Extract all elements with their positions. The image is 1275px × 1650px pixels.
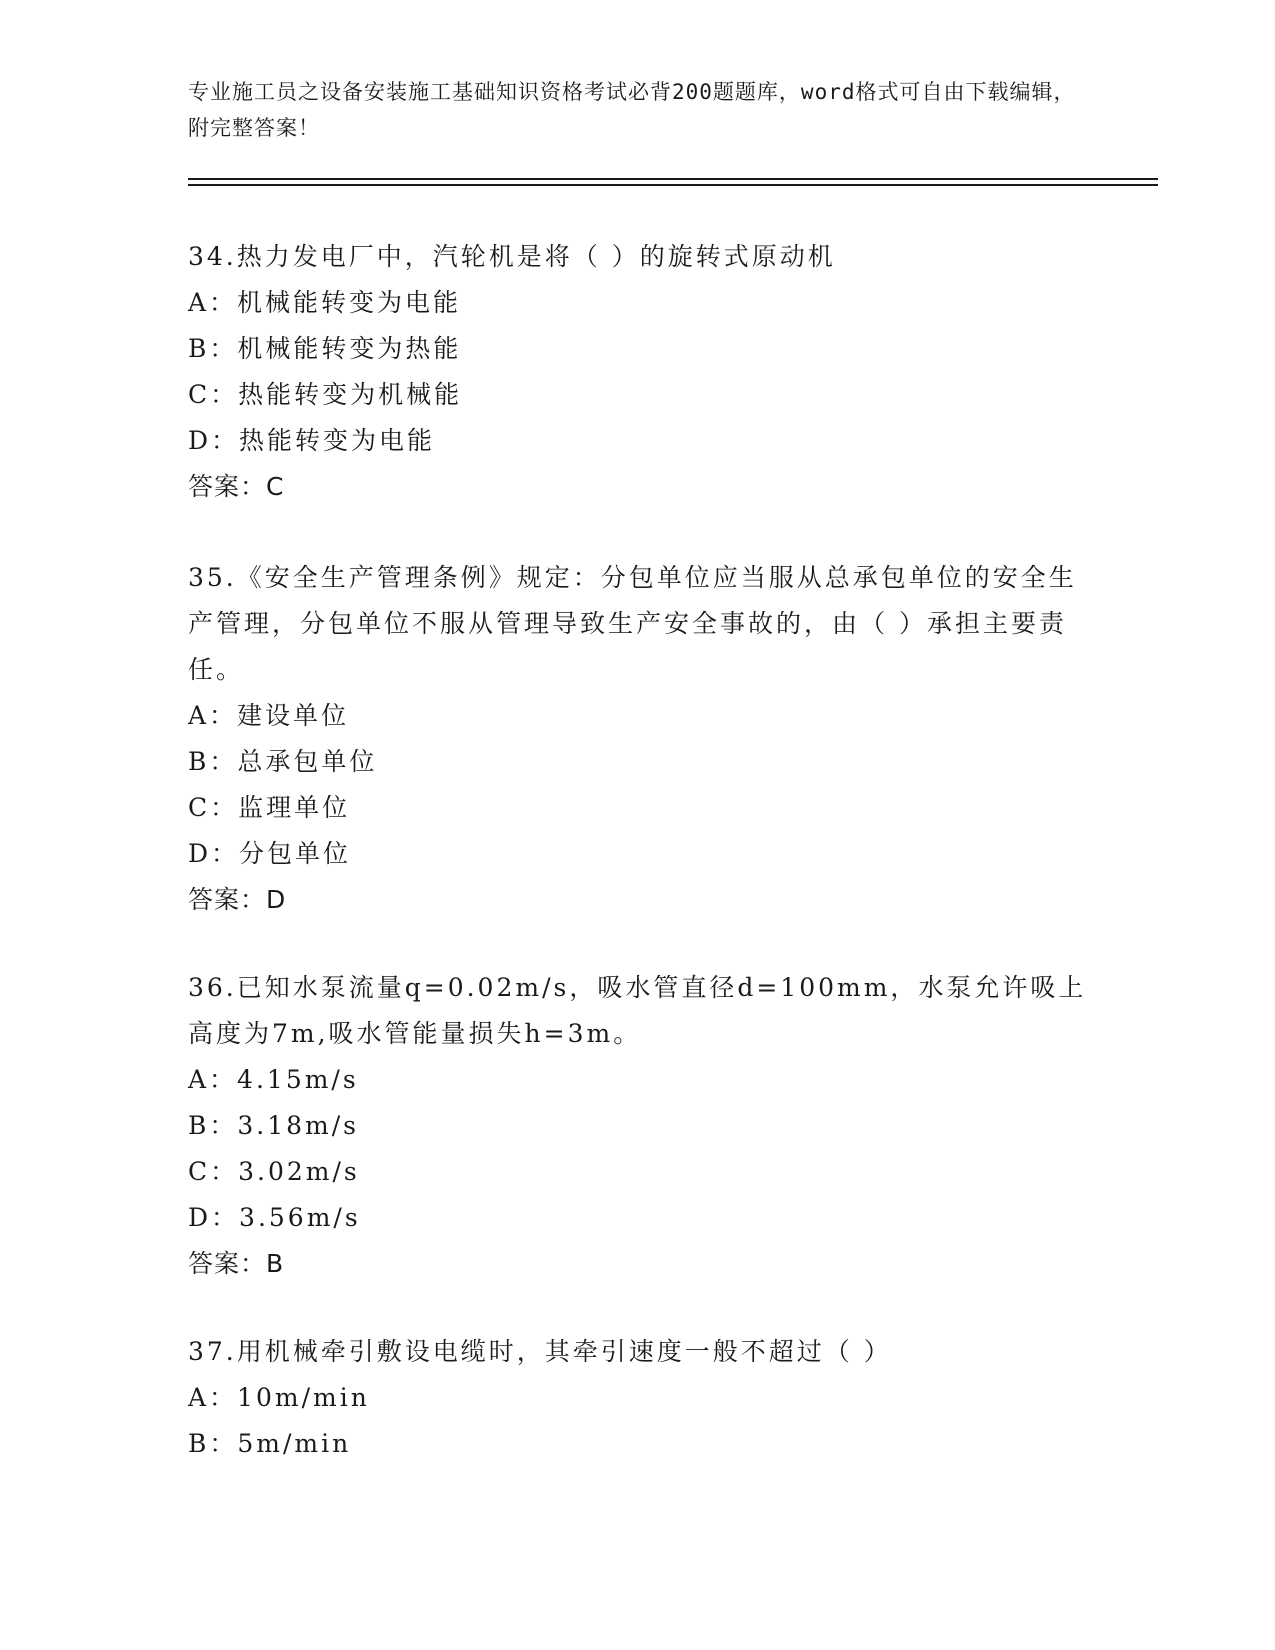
option-c: C：3.02m/s bbox=[188, 1157, 360, 1186]
option-b: B：5m/min bbox=[188, 1429, 352, 1458]
question-stem: 34.热力发电厂中，汽轮机是将（ ）的旋转式原动机 bbox=[188, 242, 836, 271]
option-a: A：建设单位 bbox=[188, 701, 350, 730]
option-d: D：3.56m/s bbox=[188, 1203, 361, 1232]
question-34 bbox=[188, 234, 1088, 510]
header-divider-top bbox=[188, 178, 1158, 180]
option-a: A：机械能转变为电能 bbox=[188, 288, 462, 317]
answer: 答案：D bbox=[188, 885, 287, 914]
option-d: D：热能转变为电能 bbox=[188, 426, 436, 455]
question-35 bbox=[188, 555, 1088, 923]
option-a: A：4.15m/s bbox=[188, 1065, 359, 1094]
document-header: 专业施工员之设备安装施工基础知识资格考试必背200题题库，word格式可自由下载编辑，附完整答案！ bbox=[188, 80, 1076, 140]
question-stem: 35.《安全生产管理条例》规定：分包单位应当服从总承包单位的安全生产管理，分包单位不服从管理导致生产安全事故的，由（ ）承担主要责任。 bbox=[188, 563, 1077, 684]
question-36 bbox=[188, 965, 1088, 1287]
question-stem: 36.已知水泵流量q=0.02m/s，吸水管直径d=100mm，水泵允许吸上高度为7m,吸水管能量损失h=3m。 bbox=[188, 973, 1087, 1048]
option-b: B：3.18m/s bbox=[188, 1111, 359, 1140]
option-c: C：监理单位 bbox=[188, 793, 351, 822]
header-divider-bottom bbox=[188, 184, 1158, 186]
option-c: C：热能转变为机械能 bbox=[188, 380, 463, 409]
option-a: A：10m/min bbox=[188, 1383, 370, 1412]
option-b: B：机械能转变为热能 bbox=[188, 334, 462, 363]
option-d: D：分包单位 bbox=[188, 839, 352, 868]
answer: 答案：C bbox=[188, 472, 285, 501]
option-b: B：总承包单位 bbox=[188, 747, 378, 776]
question-37 bbox=[188, 1329, 1088, 1467]
question-stem: 37.用机械牵引敷设电缆时，其牵引速度一般不超过（ ） bbox=[188, 1337, 892, 1366]
answer: 答案：B bbox=[188, 1249, 285, 1278]
